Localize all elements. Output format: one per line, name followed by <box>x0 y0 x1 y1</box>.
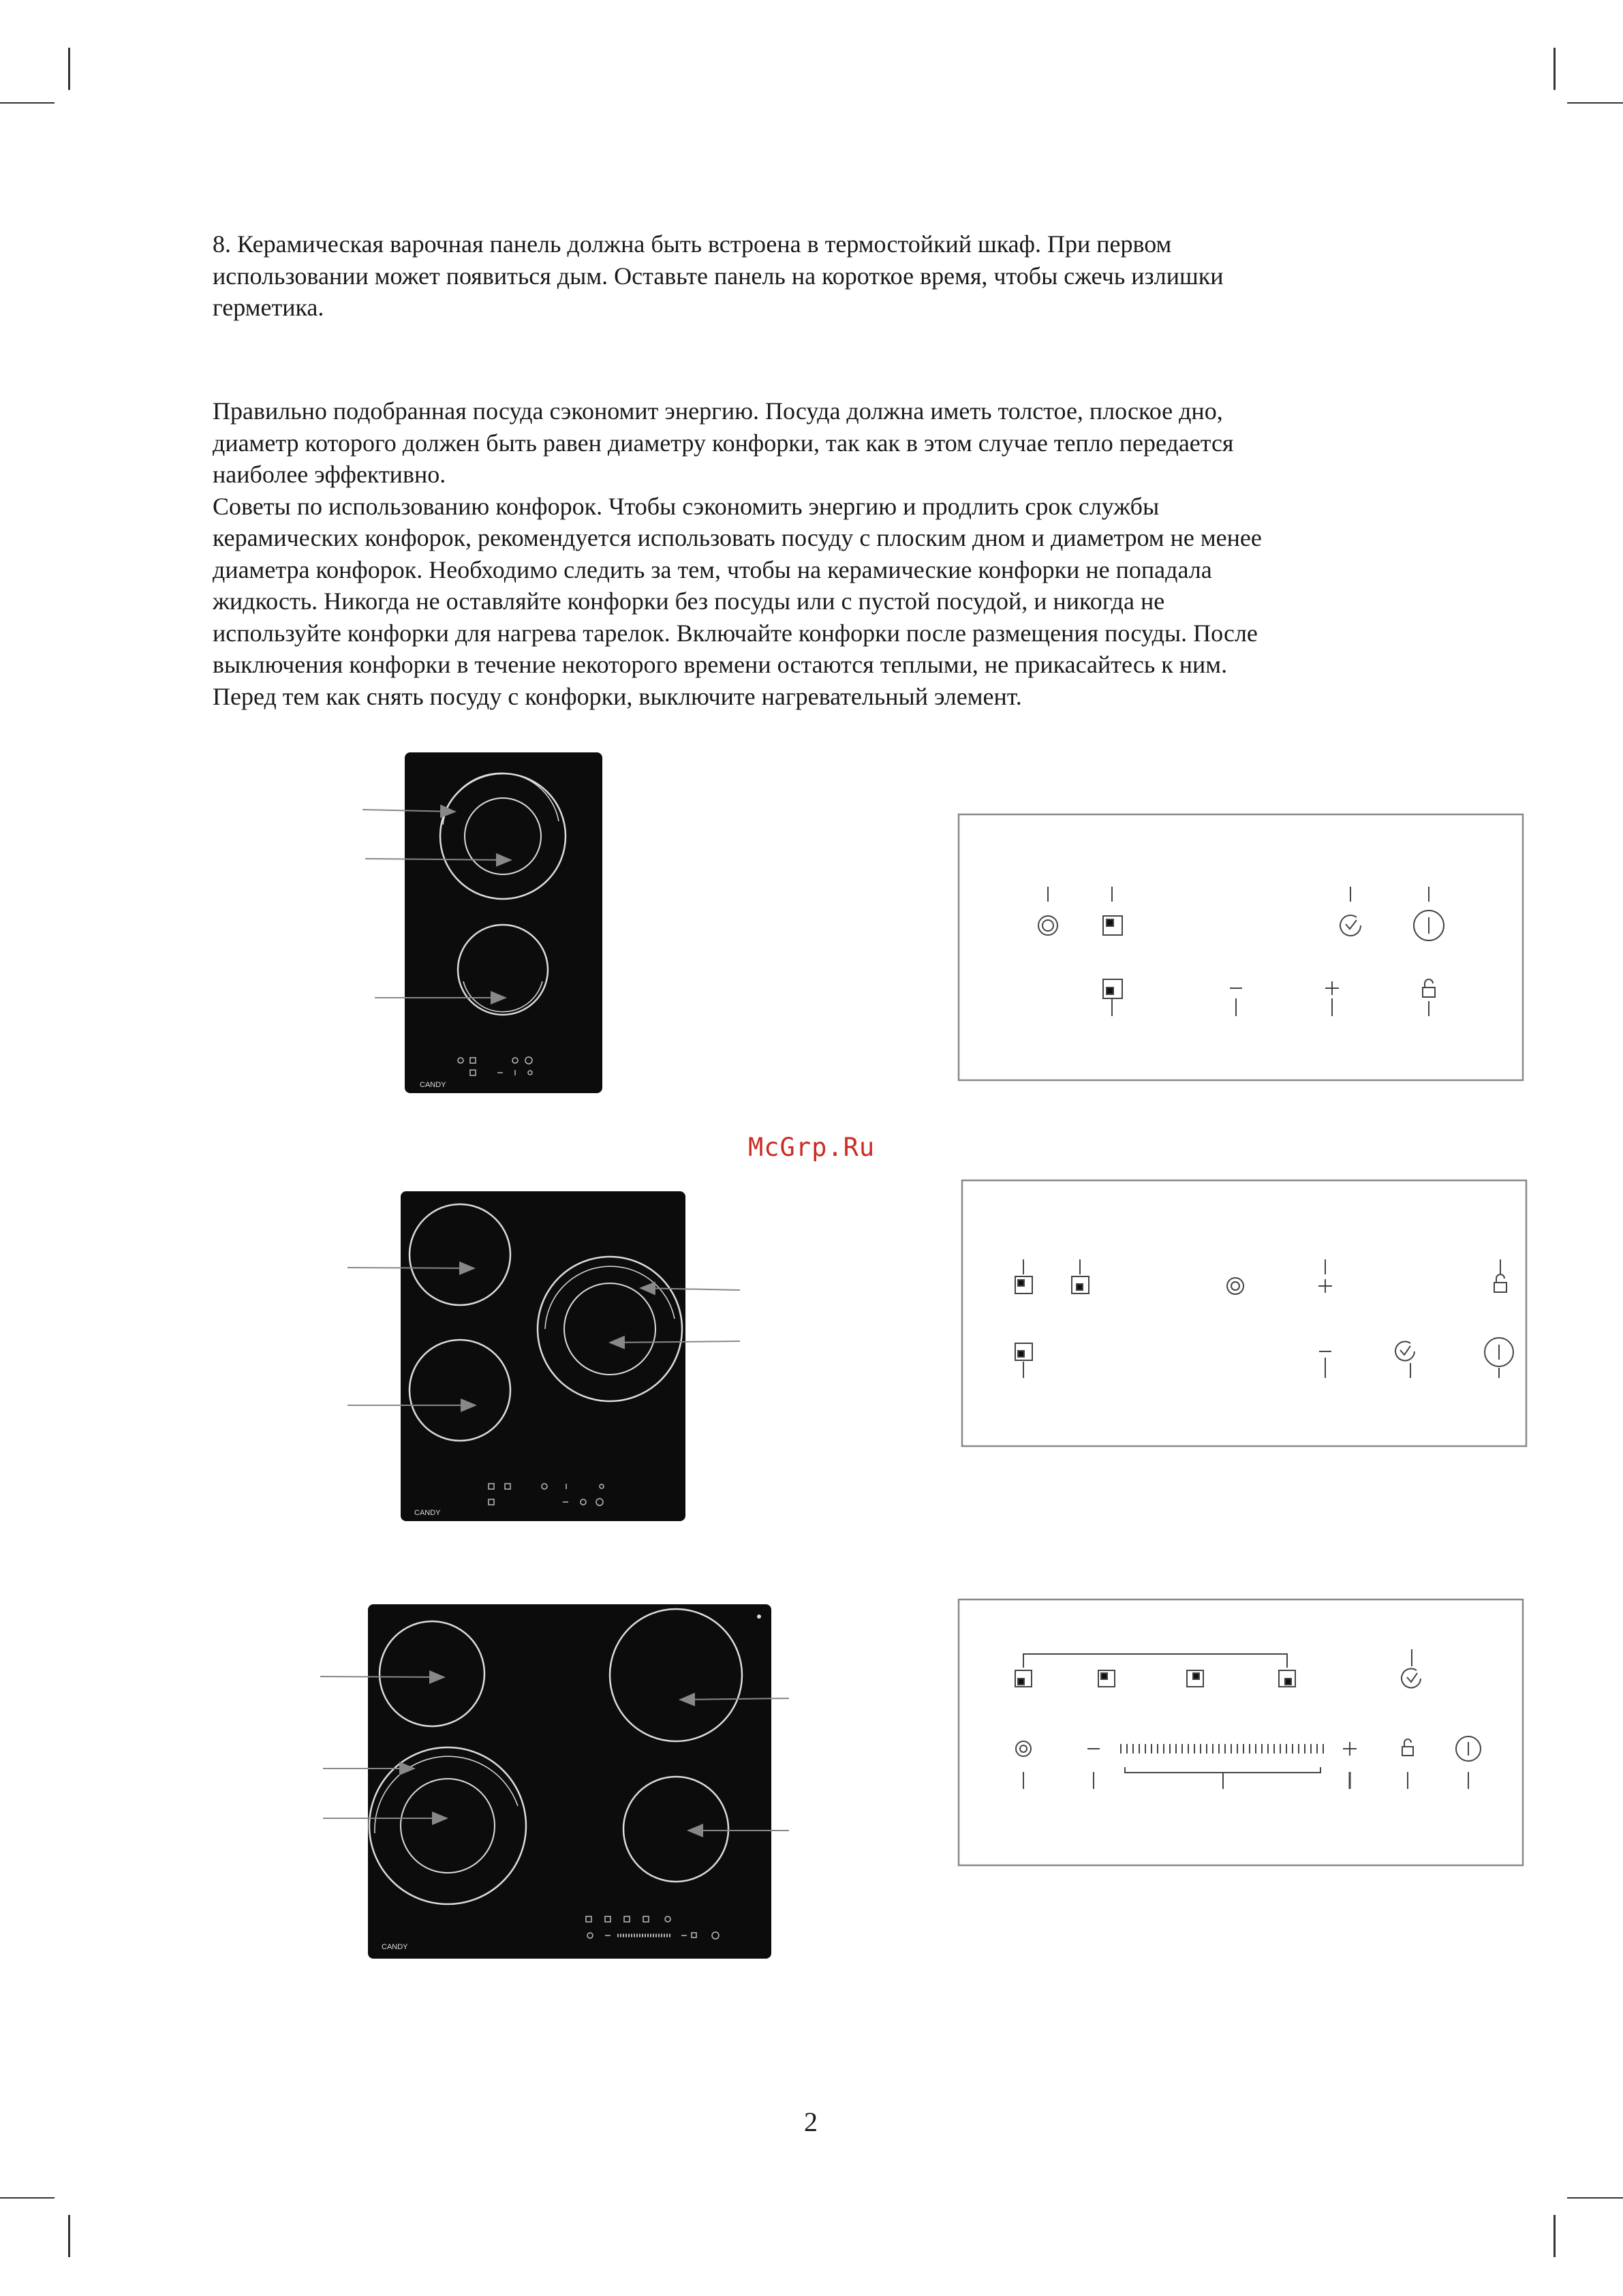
panel-frame <box>959 814 1523 1080</box>
hob-glass-panel <box>405 752 602 1093</box>
hob-4-zone-figure <box>313 1602 790 1963</box>
text-line: жидкость. Никогда не оставляйте конфорки без посуды или с пустой посудой, и никогда не <box>213 587 1165 615</box>
text-line: диаметр которого должен быть равен диаметру конфорки, так как в этом случае тепло передается <box>213 429 1234 457</box>
text-line: Правильно подобранная посуда сэкономит энергию. Посуда должна иметь толстое, плоское дно, <box>213 397 1223 425</box>
text-line: Перед тем как снять посуду с конфорки, выключите нагревательный элемент. <box>213 682 1022 710</box>
control-panel-diagram-1 <box>957 813 1527 1083</box>
brand-logo: CANDY <box>414 1509 441 1517</box>
brand-logo: CANDY <box>420 1081 446 1089</box>
control-panel-diagram-3 <box>957 1598 1530 1871</box>
paragraph-cookware <box>213 395 1412 712</box>
control-panel-diagram-2 <box>961 1179 1530 1449</box>
panel-frame <box>959 1599 1523 1865</box>
text-line: использовании может появиться дым. Оставьте панель на короткое время, чтобы сжечь излишки <box>213 262 1224 290</box>
text-line: 8. Керамическая варочная панель должна быть встроена в термостойкий шкаф. При первом <box>213 230 1172 258</box>
text-line: керамических конфорок, рекомендуется использовать посуду с плоским дном и диаметром не менее <box>213 524 1262 551</box>
hob-glass-panel <box>368 1604 771 1959</box>
text-line: Советы по использованию конфорок. Чтобы сэкономить энергию и продлить срок службы <box>213 492 1160 520</box>
hob-3-zone-figure <box>341 1186 749 1527</box>
crop-mark <box>1567 2197 1623 2199</box>
crop-mark <box>68 48 70 90</box>
text-line: герметика. <box>213 294 324 321</box>
brand-logo: CANDY <box>382 1943 408 1951</box>
crop-mark <box>68 2215 70 2257</box>
hob-2-zone-figure <box>354 750 613 1097</box>
text-line: диаметра конфорок. Необходимо следить за тем, чтобы на керамические конфорки не попадала <box>213 555 1212 583</box>
crop-mark <box>1554 2215 1556 2257</box>
crop-mark <box>0 2197 55 2199</box>
text-line: используйте конфорки для нагрева тарелок. Включайте конфорки после размещения посуды. После <box>213 619 1258 647</box>
indicator-dot <box>757 1614 761 1619</box>
panel-frame <box>962 1180 1526 1446</box>
crop-mark <box>0 102 55 104</box>
text-line: выключения конфорки в течение некоторого времени остаются теплыми, не прикасайтесь к ним. <box>213 651 1228 678</box>
crop-mark <box>1554 48 1556 90</box>
paragraph-item-8 <box>213 228 1412 324</box>
page-number: 2 <box>804 2107 818 2137</box>
watermark: McGrp.Ru <box>748 1133 876 1162</box>
crop-mark <box>1567 102 1623 104</box>
text-line: наиболее эффективно. <box>213 461 446 488</box>
